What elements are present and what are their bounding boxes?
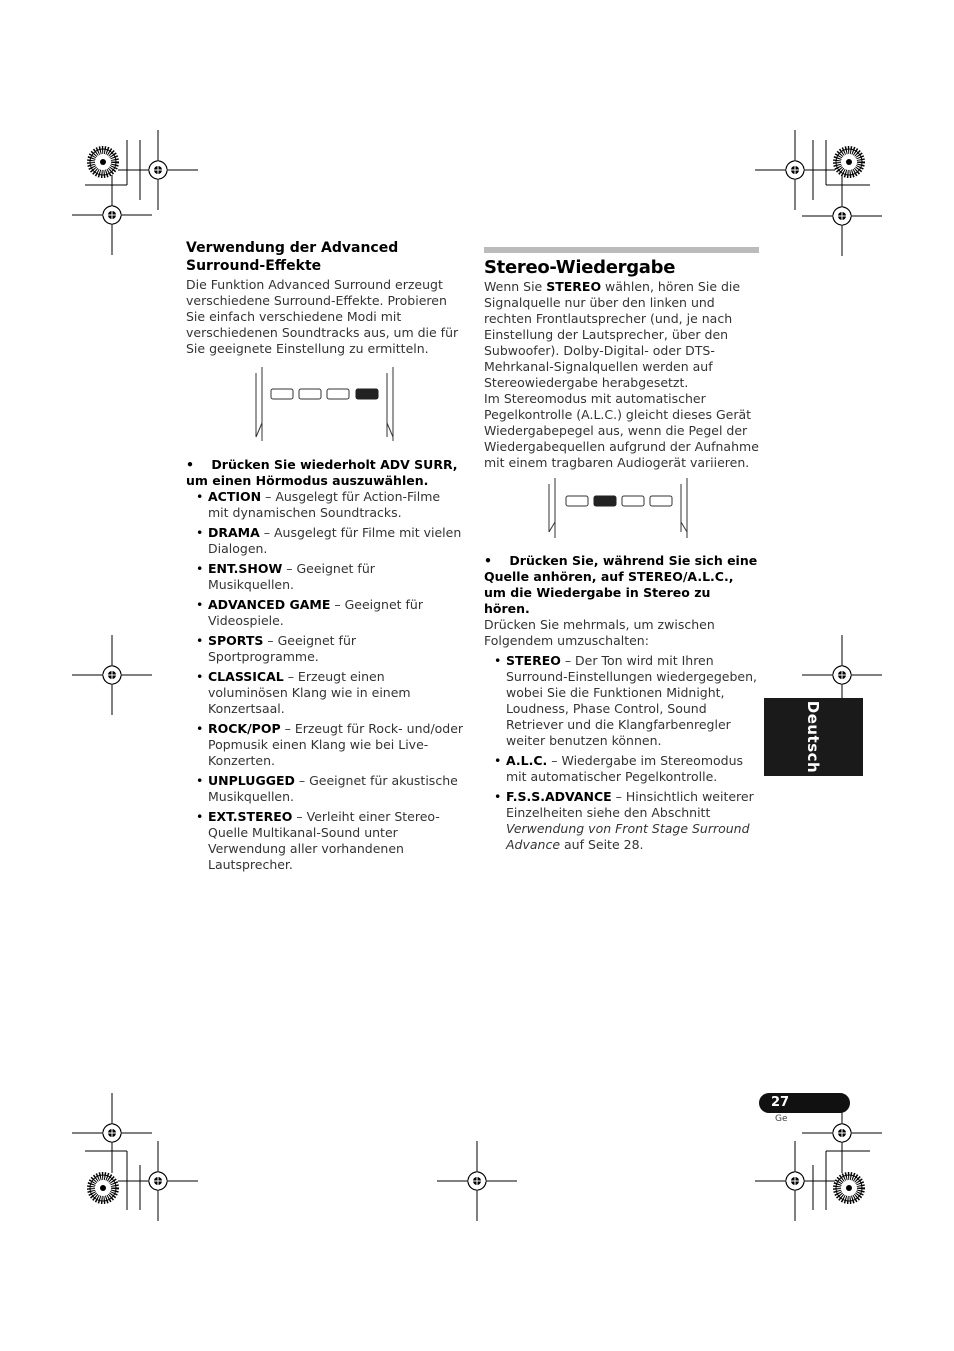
intro-paragraph: Die Funktion Advanced Surround erzeugt verschiedene Surround-Effekte. Probieren Sie einfach verschiedene Modi mit verschiedenen Soundtracks aus, um die für Sie geeignete Einstellung zu ermitteln. [186,277,459,356]
list-item: • EXT.STEREO – Verleiht einer Stereo-Quelle Multikanal-Sound unter Verwendung aller vorhandenen Lautsprecher. [196,809,440,872]
list-item: • ROCK/POP – Erzeugt für Rock- und/oder Popmusik einen Klang wie bei Live-Konzerten. [196,721,464,768]
list-item: • ADVANCED GAME – Geeignet für Videospiele. [196,597,423,628]
page-language-code: Ge [775,1114,788,1124]
stereo-paragraph-2: Im Stereomodus mit automatischer Pegelkontrolle (A.L.C.) gleicht dieses Gerät Wiedergabepegel aus, wenn die Pegel der Wiedergabequellen aufgrund der Aufnahme mit einem tragbaren Audiogerät variieren. [484,391,759,470]
list-item: • SPORTS – Geeignet für Sportprogramme. [196,633,357,664]
advanced-surround-mode-list [186,489,464,873]
page-number-badge: 27 [759,1093,850,1113]
right-column [484,257,759,857]
list-item: • DRAMA – Ausgelegt für Filme mit vielen Dialogen. [196,525,462,556]
list-item: • CLASSICAL – Erzeugt einen voluminösen Klang wie in einem Konzertsaal. [196,669,411,716]
stereo-paragraph-1: Wenn Sie STEREO wählen, hören Sie die Signalquelle nur über den linken und rechten Frontlautsprecher (und, je nach Einstellung der Lautsprecher, über den Subwoofer). Dolby-Digital- oder DTS-Mehrkanal-Signalquellen werden auf Stereowiedergabe herabgesetzt. [484,279,741,390]
list-item: • ENT.SHOW – Geeignet für Musikquellen. [196,561,375,592]
stereo-sub-instruction: Drücken Sie mehrmals, um zwischen Folgendem umzuschalten: [484,617,715,648]
list-item: • ACTION – Ausgelegt für Action-Filme mit dynamischen Soundtracks. [196,489,441,520]
stereo-mode-list [484,653,759,853]
remote-button-illustration-adv-surr [186,363,464,441]
instruction-adv-surr: • Drücken Sie wiederholt ADV SURR, um einen Hörmodus auszuwählen. [186,457,458,488]
list-item: • STEREO – Der Ton wird mit Ihren Surround-Einstellungen wiedergegeben, wobei Sie die Funktionen Midnight, Loudness, Phase Control, Sound Retriever und die Klangfarbenregler weiter benutzen können. [494,653,757,748]
section-heading-stereo: Stereo-Wiedergabe [484,257,676,278]
language-tab: Deutsch [764,698,863,776]
list-item: • A.L.C. – Wiedergabe im Stereomodus mit automatischer Pegelkontrolle. [494,753,744,784]
instruction-stereo: • Drücken Sie, während Sie sich eine Quelle anhören, auf STEREO/A.L.C., um die Wiedergabe in Stereo zu hören. [484,553,758,616]
section-rule [484,247,759,253]
list-item: • UNPLUGGED – Geeignet für akustische Musikquellen. [196,773,458,804]
remote-button-illustration-stereo [484,474,759,538]
list-item: • F.S.S.ADVANCE – Hinsichtlich weiterer Einzelheiten siehe den Abschnitt Verwendung von Front Stage Surround Advance auf Seite 28. [494,789,754,852]
left-column [186,239,464,877]
section-heading-advanced-surround: Verwendung der Advanced Surround-Effekte [186,240,399,274]
